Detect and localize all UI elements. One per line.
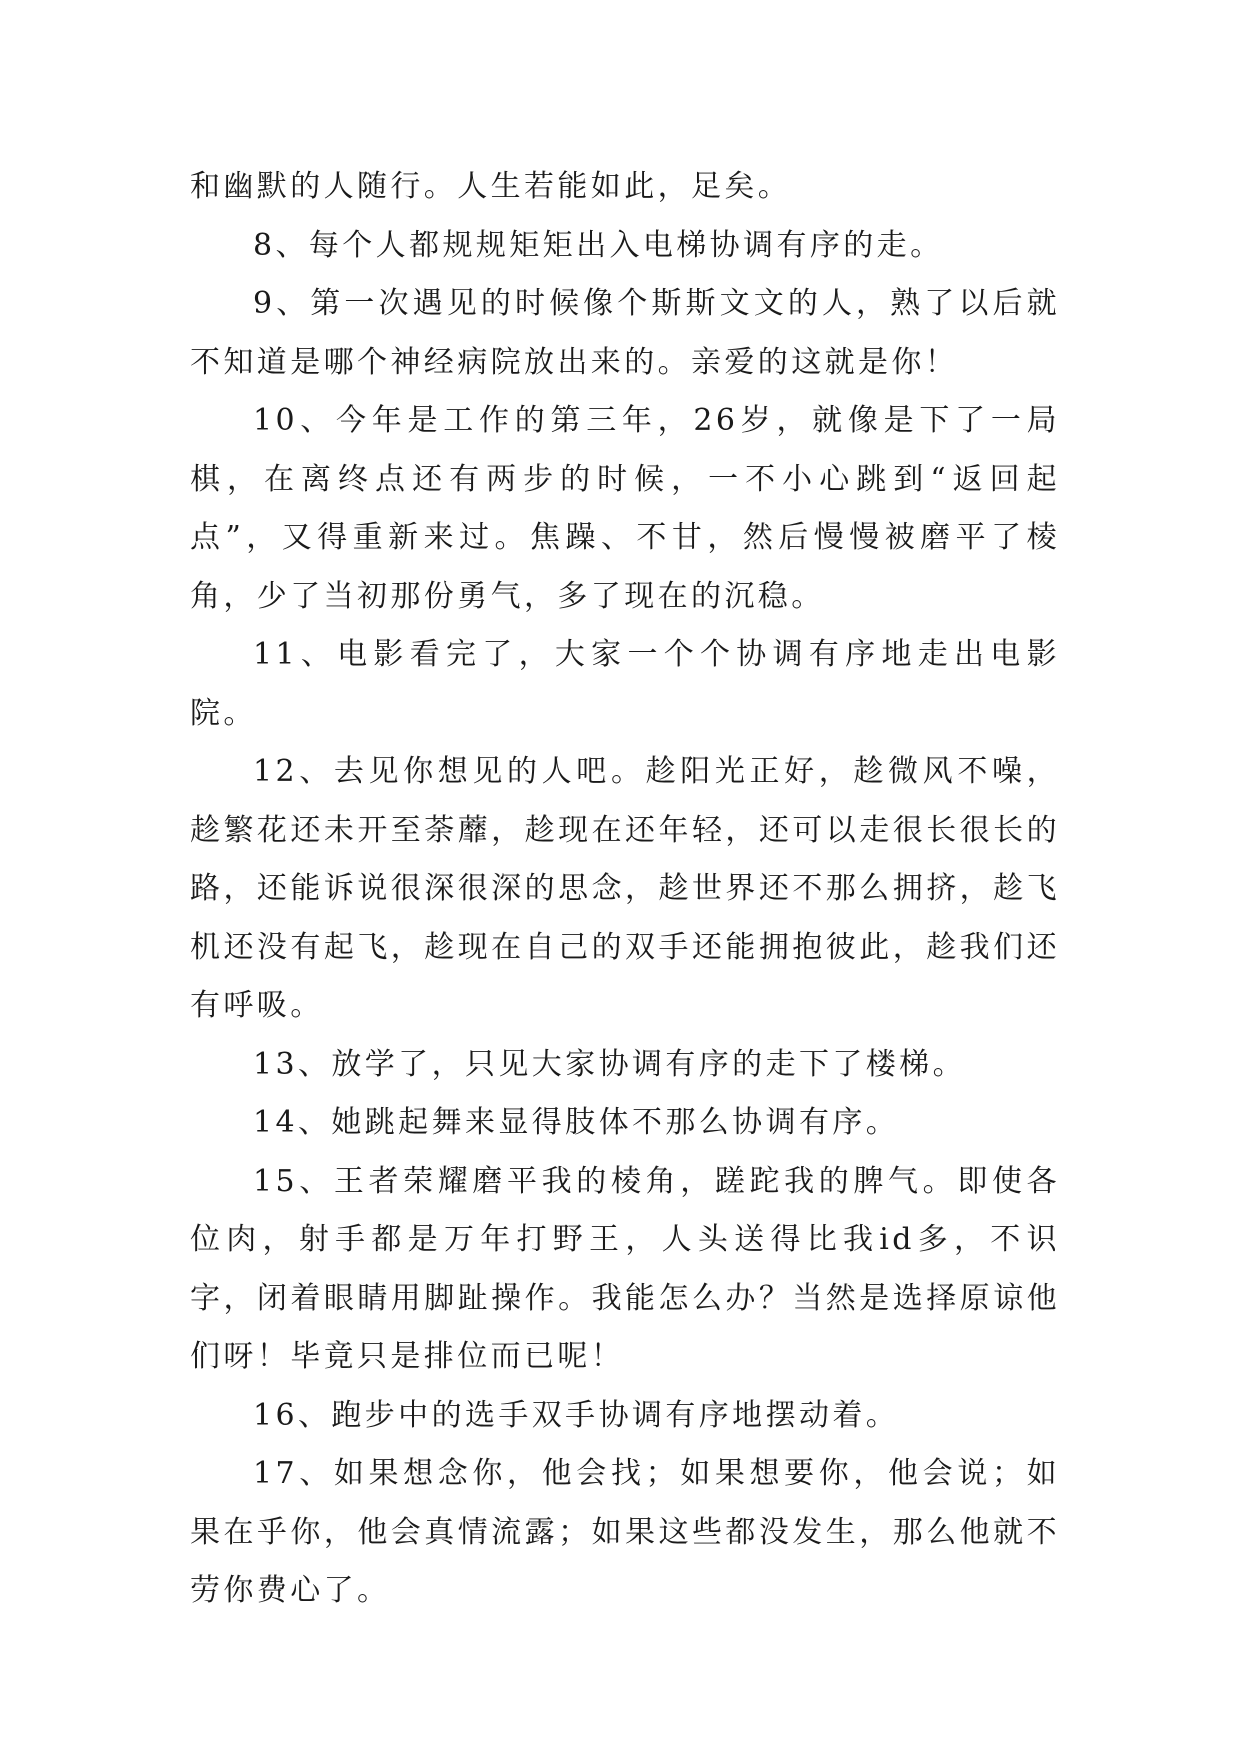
paragraph-11: 11、电影看完了，大家一个个协调有序地走出电影院。 [190,637,1060,731]
paragraph-13: 13、放学了，只见大家协调有序的走下了楼梯。 [253,1046,966,1082]
paragraph-8: 8、每个人都规规矩矩出入电梯协调有序的走。 [253,227,944,263]
paragraph-17: 17、如果想念你，他会找；如果想要你，他会说；如果在乎你，他会真情流露；如果这些都没发生，那么他就不劳你费心了。 [190,1456,1060,1608]
paragraph-10: 10、今年是工作的第三年，26岁，就像是下了一局棋，在离终点还有两步的时候，一不小心跳到“返回起点”，又得重新来过。焦躁、不甘，然后慢慢被磨平了棱角，少了当初那份勇气，多了现在的沉稳。 [190,403,1060,614]
paragraph-9: 9、第一次遇见的时候像个斯斯文文的人，熟了以后就不知道是哪个神经病院放出来的。亲爱的这就是你！ [190,286,1060,380]
paragraph-continuation: 和幽默的人随行。人生若能如此，足矣。 [190,169,792,204]
document-body [190,158,1060,1621]
paragraph-16: 16、跑步中的选手双手协调有序地摆动着。 [253,1397,900,1433]
paragraph-14: 14、她跳起舞来显得肢体不那么协调有序。 [253,1105,900,1140]
paragraph-12: 12、去见你想见的人吧。趁阳光正好，趁微风不噪，趁繁花还未开至荼蘼，趁现在还年轻，还可以走很长很长的路，还能诉说很深很深的思念，趁世界还不那么拥挤，趁飞机还没有起飞，趁现在自己的双手还能拥抱彼此，趁我们还有呼吸。 [190,754,1060,1023]
paragraph-15: 15、王者荣耀磨平我的棱角，蹉跎我的脾气。即使各位肉，射手都是万年打野王，人头送得比我id多，不识字，闭着眼睛用脚趾操作。我能怎么办？当然是选择原谅他们呀！毕竟只是排位而已呢！ [190,1163,1060,1374]
